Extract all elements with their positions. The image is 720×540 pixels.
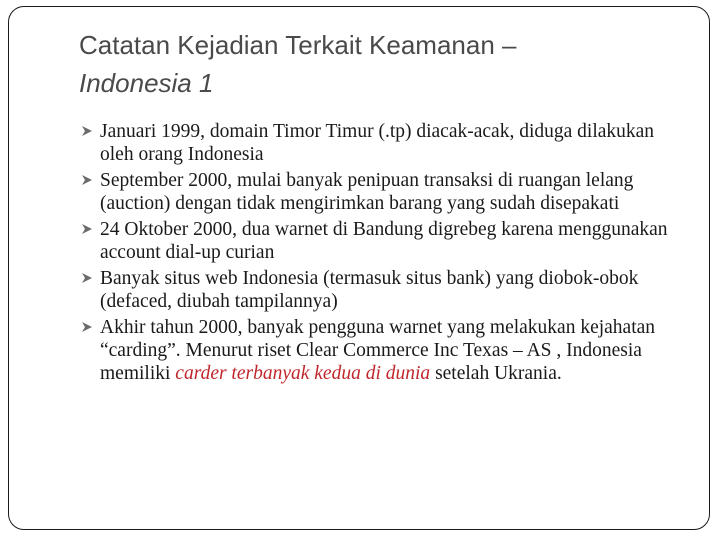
bullet-item [76,316,676,385]
bullet-item [76,267,676,313]
bullet-item [76,218,676,264]
slide-title-line2: Indonesia 1 [79,68,214,98]
bullet-arrow-icon [80,124,94,138]
bullet-arrow-icon [80,222,94,236]
bullet-arrow-icon [80,271,94,285]
slide-title [79,26,679,102]
bullet-text: September 2000, mulai banyak penipuan transaksi di ruangan lelang (auction) dengan tidak mengirimkan barang yang sudah disepakati [100,170,634,214]
bullet-arrow-icon [80,173,94,187]
bullet-text: Banyak situs web Indonesia (termasuk situs bank) yang diobok-obok (defaced, diubah tampilannya) [100,268,639,312]
bullet-item [76,120,676,166]
bullet-arrow-icon [80,320,94,334]
bullet-text-accent: carder terbanyak kedua di dunia [175,363,431,384]
bullet-text: Januari 1999, domain Timor Timur (.tp) diacak-acak, diduga dilakukan oleh orang Indonesia [100,121,655,165]
bullet-text: 24 Oktober 2000, dua warnet di Bandung digrebeg karena menggunakan account dial-up curian [100,219,668,263]
bullet-list [76,120,676,388]
bullet-text-after: setelah Ukrania. [430,363,562,384]
slide-title-line1: Catatan Kejadian Terkait Keamanan – [79,30,517,60]
bullet-item [76,169,676,215]
bullet-text-before: Akhir tahun 2000, banyak pengguna warnet yang melakukan kejahatan “carding”. Menurut riset Clear Commerce Inc Texas – AS , Indonesia memiliki [100,317,656,384]
